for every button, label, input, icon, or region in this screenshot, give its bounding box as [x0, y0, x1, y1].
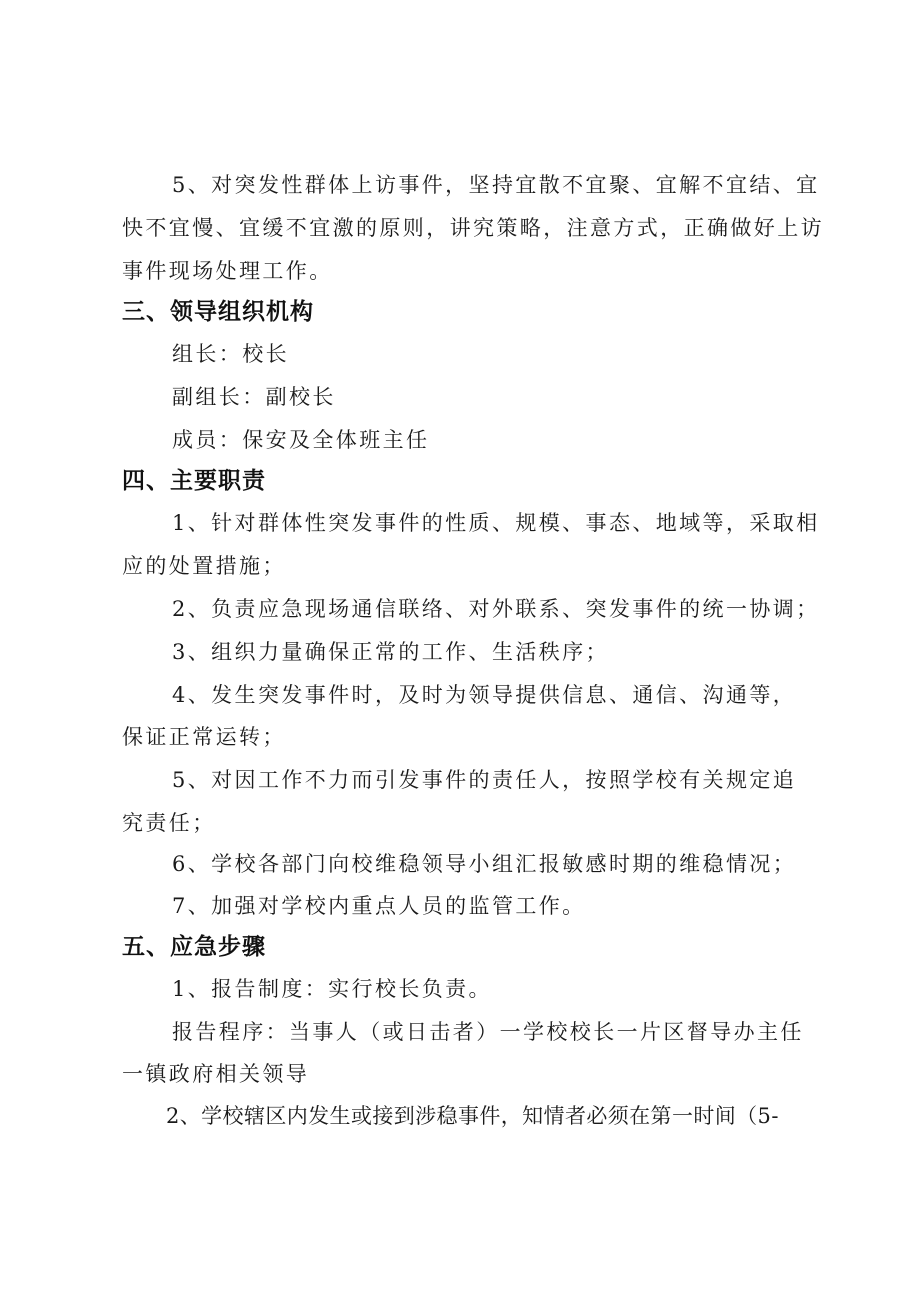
duty-item1-line1: 1、针对群体性突发事件的性质、规模、事态、地域等，采取相	[172, 511, 820, 535]
heading-organization: 三、领导组织机构	[122, 299, 314, 325]
duty-item1-line2: 应的处置措施；	[122, 554, 286, 578]
report-procedure-line1: 报告程序：当事人（或日击者）一学校校长一片区督导办主任	[172, 1020, 804, 1044]
paragraph-item5-line3: 事件现场处理工作。	[122, 259, 333, 283]
duty-item4-line2: 保证正常运转；	[122, 725, 286, 749]
org-deputy: 副组长：副校长	[172, 385, 336, 409]
duty-item5-line2: 究责任；	[122, 811, 216, 835]
duty-item4-line1: 4、发生突发事件时，及时为领导提供信息、通信、沟通等，	[172, 683, 797, 707]
duty-item6: 6、学校各部门向校维稳领导小组汇报敏感时期的维稳情况；	[172, 852, 797, 876]
org-members: 成员：保安及全体班主任	[172, 428, 430, 452]
duty-item5-line1: 5、对因工作不力而引发事件的责任人，按照学校有关规定追	[172, 768, 797, 792]
duty-item3: 3、组织力量确保正常的工作、生活秩序；	[172, 640, 609, 664]
step-item2-line1: 2、学校辖区内发生或接到涉稳事件，知情者必须在第一时间（5-	[166, 1104, 779, 1128]
paragraph-item5-line1: 5、对突发性群体上访事件，坚持宜散不宜聚、宜解不宜结、宜	[172, 173, 820, 197]
paragraph-item5-line2: 快不宜慢、宜缓不宜激的原则，讲究策略，注意方式，正确做好上访	[122, 216, 824, 240]
org-leader: 组长：校长	[172, 342, 289, 366]
heading-emergency-steps: 五、应急步骤	[122, 934, 266, 960]
heading-duties: 四、主要职责	[122, 468, 266, 494]
duty-item2: 2、负责应急现场通信联络、对外联系、突发事件的统一协调；	[172, 597, 820, 621]
report-procedure-line2: 一镇政府相关领导	[122, 1062, 310, 1086]
step-item1: 1、报告制度：实行校长负责。	[172, 977, 492, 1001]
duty-item7: 7、加强对学校内重点人员的监管工作。	[172, 894, 586, 918]
